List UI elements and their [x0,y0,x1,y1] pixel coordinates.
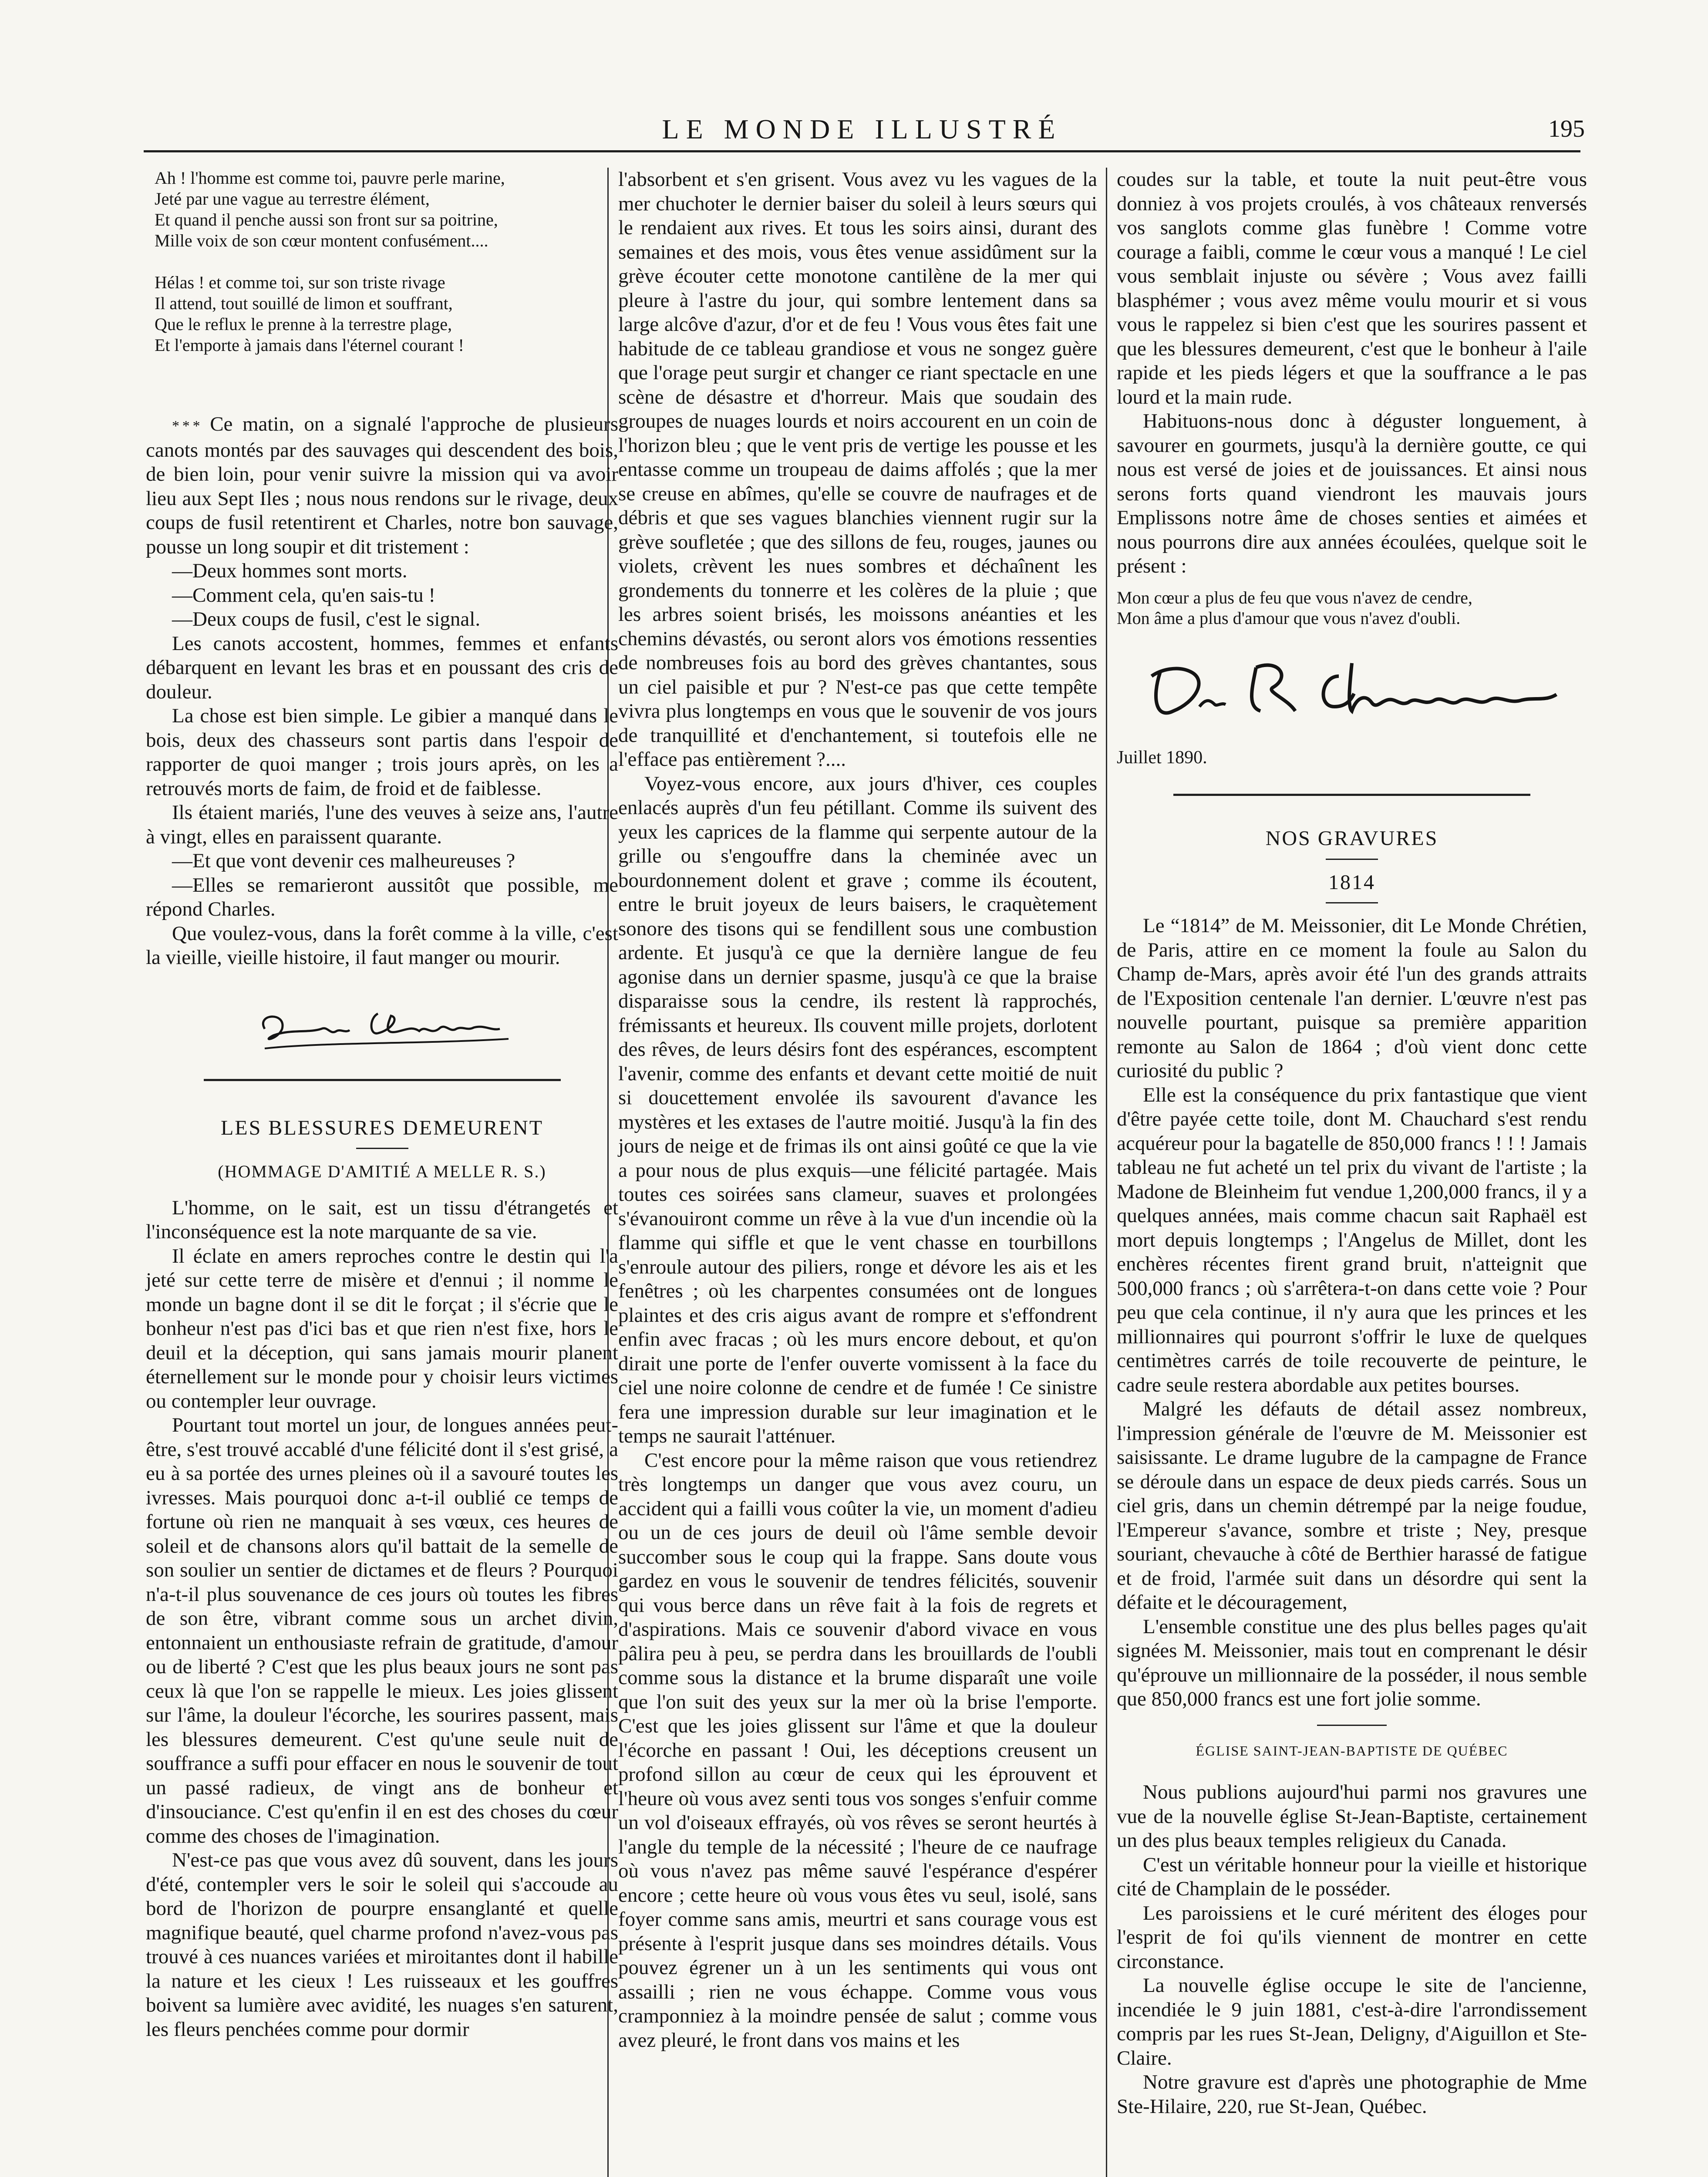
separator-rule [204,1079,561,1081]
title-rule [1326,902,1378,903]
poem-stanza-1 [155,168,618,251]
article-paragraph: Habituons-nous donc à déguster longuement, à savourer en gourmets, jusqu'à la dernière goutte, ce qui nous est versé de joies et de jouissances. Et ainsi nous serons forts quand viendront les mauvais jours Emplissons notre âme de choses senties et aimées et nous pourrons dire aux années écoulées, quelque soit le présent : [1117,410,1587,577]
article-paragraph: Pourtant tout mortel un jour, de longues années peut-être, s'est trouvé accablé d'une félicité dont il s'est grisé, a eu à sa portée des urnes pleines où il a savouré toutes les ivresses. Mais pourquoi donc a-t-il oublié ce temps de fortune où rien ne manquait à ses vœux, ces heures de soleil et de chansons alors qu'il battait de la semelle de son soulier un sentier de dictames et de fleurs ? Pourquoi n'a-t-il plus souvenance de ces jours où toutes les fibres de son être, vibrant comme sous un archet divin, entonnaient un enthousiaste refrain de gratitude, d'amour ou de liberté ? C'est que les plus beaux jours ne sont pas ceux là que l'on se rappelle le mieux. Les joies glissent sur l'âme, la douleur l'écorche, les sourires passent, mais les blessures demeurent. C'est qu'une seule nuit de souffrance a suffi pour effacer en nous le souvenir de tout un passé radieux, de vingt ans de bonheur et d'insouciance. C'est qu'enfin il en est des choses du cœur comme des choses de l'imagination. [146,1414,618,1847]
page-header [144,109,1585,157]
poem-line: Que le reflux le prenne à la terrestre plage, [155,314,452,334]
article-paragraph: Les paroissiens et le curé méritent des éloges pour l'esprit de foi qu'ils viennent de montrer en cette circonstance. [1117,1901,1587,1973]
poem-line: Jeté par une vague au terrestre élément, [155,189,430,209]
poem-line: Et quand il penche aussi son front sur sa poitrine, [155,210,498,229]
title-rule [1326,859,1378,860]
signature-chevrier [1134,646,1570,728]
article-paragraph: Voyez-vous encore, aux jours d'hiver, ces couples enlacés auprès d'un feu pétillant. Comme ils suivent des yeux les caprices de la flamme qui serpente autour de la grille ou s'engouffre dans la cheminée avec un bourdonnement dolent et grave ; comme ils écoutent, entre le bruit joyeux de leurs baisers, le craquètement sonore des tisons qui se fendillent sous une combustion ardente. Et jusqu'à ce que la dernière langue de feu agonise dans un dernier spasme, jusqu'à ce que la braise disparaisse sous la cendre, ils restent là rapprochés, frémissants et heureux. Ils couvent mille projets, dorlotent des rêves, de leurs désirs font des espérances, escomptent l'avenir, comme des enfants et devant cette moitié de nuit si doucettement envolée ils savourent d'avance les mystères et les extases de l'autre moitié. Jusqu'à la fin des jours de neige et de frimas ils ont ainsi goûté ce que la vie a pour nous de plus exquis—une félicité partagée. Mais toutes ces soirées sans clameur, suaves et prolongées s'évanouiront comme un rêve à la vue d'un incendie où la flamme qui siffle et que le vent chasse en tourbillons s'enroule autour des piliers, ronge et dévore les ais et les fenêtres ; où les charpentes consumées ont de longues plaintes et des cris aigus avant de rompre et s'effondrent enfin avec fracas ; où les murs encore debout, et qu'on dirait une porte de l'enfer ouverte vomissent à la face du ciel une noire colonne de cendre et de fumée ! Ce sinistre fera une impression durable sur leur imagination et le temps ne saurait l'atténuer. [618,772,1097,1447]
paragraph-text: Ce matin, on a signalé l'approche de plusieurs canots montés par des sauvages qui descendent des bois, de bien loin, pour venir suivre la mission qui va avoir lieu aux Sept Iles ; nous nous rendons sur le rivage, deux coups de fusil retentirent et Charles, notre bon sauvage, pousse un long soupir et dit tristement : [146,413,618,558]
dialogue-line: —Deux hommes sont morts. [172,559,408,582]
article-paragraph: L'ensemble constitue une des plus belles pages qu'ait signées M. Meissonier, mais tout en comprenant le désir qu'éprouve un millionnaire de la posséder, il nous semble que 850,000 francs est une fort jolie somme. [1117,1615,1587,1710]
story-paragraph [146,412,618,559]
asterism: * * * [172,418,200,434]
story-paragraph: Que voulez-vous, dans la forêt comme à la ville, c'est la vieille, vieille histoire, il faut manger ou mourir. [146,922,618,969]
article-paragraph: L'homme, on le sait, est un tissu d'étrangetés et l'inconséquence est la note marquante de sa vie. [146,1196,618,1243]
column-2 [618,168,1097,2177]
quote-line: Mon cœur a plus de feu que vous n'avez de cendre, [1117,587,1472,607]
story-paragraph: Ils étaient mariés, l'une des veuves à seize ans, l'autre à vingt, elles en paraissent quarante. [146,801,618,848]
article-paragraph: La nouvelle église occupe le site de l'ancienne, incendiée le 9 juin 1881, c'est-à-dire l'arrondissement compris par les rues St-Jean, Deligny, d'Aiguillon et Ste-Claire. [1117,1974,1587,2069]
article-paragraph: Elle est la conséquence du prix fantastique que vient d'être payée cette toile, dont M. Chauchard s'est rendu acquéreur pour la bagatelle de 850,000 francs ! ! ! Jamais tableau ne fut acheté un tel prix du vivant de l'artiste ; la Madone de Bleinheim fut vendue 1,200,000 francs, il y a quelques années, mais comme chacun sait Raphaël est mort depuis longtemps ; l'Angelus de Millet, dont les enchères récentes firent grand bruit, n'atteignit que 500,000 francs ; où s'arrêtera-t-on dans cette voie ? Pour peu que cela continue, il n'y aura que les princes et les millionnaires qui pourront s'offrir le luxe de quelques centimètres carrés de toile recouverte de peinture, le cadre seule restera abordable aux petites bourses. [1117,1083,1587,1396]
verse-quote [1117,587,1587,628]
column-divider [1106,168,1107,2177]
article-date: Juillet 1890. [1117,747,1207,768]
separator-rule [1173,794,1530,796]
article-paragraph: Le “1814” de M. Meissonier, dit Le Monde Chrétien, de Paris, attire en ce moment la foule au Salon du Champ de-Mars, après avoir été l'un des grands attraits de l'Exposition centenale l'an dernier. L'œuvre n'est pas nouvelle pourtant, puisque sa première apparition remonte au Salon de 1864 ; d'où vient donc cette curiosité du public ? [1117,914,1587,1082]
poem-line: Il attend, tout souillé de limon et souffrant, [155,293,453,313]
poem-line: Hélas ! et comme toi, sur son triste rivage [155,273,445,292]
article-subtitle: (HOMMAGE D'AMITIÉ A MELLE R. S.) [218,1162,546,1181]
title-rule [356,1148,408,1149]
article-paragraph: l'absorbent et s'en grisent. Vous avez vu les vagues de la mer chuchoter le dernier baiser du soleil à leurs sœurs qui le rendaient aux rives. Et tous les soirs ainsi, durant des semaines et des mois, vous êtes venue assidûment sur la grève écouter cette monotone cantilène de la mer qui pleure à l'astre du jour, qui sombre lentement dans sa large alcôve d'azur, d'or et de feu ! Vous vous êtes fait une habitude de ce tableau grandiose et vous ne songez guère que l'orage peut surgir et changer ce riant spectacle en une scène de désastre et d'horreur. Mais que soudain des groupes de nuages lourds et noirs accourent en un coin de l'horizon bleu ; que le vent pris de vertige les pousse et les entasse comme un troupeau de daims affolés ; que la mer se creuse en abîmes, qu'elle se couvre de naufrages et de débris et que ses vagues blanchies viennent rugir sur la grève soufletée ; que des sillons de feu, rouges, jaunes ou violets, crèvent les nues sombres et déchaînent les grondements du tonnerre et les colères de la pluie ; que les arbres soient brisés, les moissons anéanties et les chemins dévastés, ou seront alors vos émotions ressenties de nombreuses fois au bord des grèves chantantes, sous un ciel paisible et pur ? N'est-ce pas que cette tempête vivra plus longtemps en vous que le souvenir de vos jours de tranquillité et d'enchantement, si toutefois elle ne l'efface pas entièrement ?.... [618,168,1097,771]
article-paragraph: Nous publions aujourd'hui parmi nos gravures une vue de la nouvelle église St-Jean-Baptiste, certainement un des plus beaux temples religieux du Canada. [1117,1781,1587,1852]
article-paragraph: C'est un véritable honneur pour la vieille et historique cité de Champlain de le posséder. [1117,1853,1587,1900]
article-paragraph: C'est encore pour la même raison que vous retiendrez très longtemps un danger que vous avez couru, un accident qui a failli vous coûter la vie, un moment d'adieu ou un de ces jours de deuil où l'âme semble devoir succomber sous le coup qui la frappe. Sans doute vous gardez en vous le souvenir de tendres félicités, souvenir qui vous berce dans un rêve fait à la fois de regrets et d'aspirations. Mais ce souvenir d'abord vivace en vous pâlira peu à peu, se perdra dans les brouillards de l'oubli comme sous la distance et la brume disparaît une voile que l'on suit des yeux sur la mer où la brise l'emporte. C'est que les joies glissent sur l'âme et que la douleur l'écorche en passant ! Oui, les déceptions creusent un profond sillon au cœur de ceux qui les éprouvent et l'heure où vous avez senti tous vos songes s'enfuir comme un vol d'oiseaux effrayés, où vos rêves se seront heurtés à l'angle du temple de la nécessité ; l'heure de ce naufrage où vous n'avez pas même sauvé l'espérance d'espérer encore ; cette heure où vous vous êtes vu seul, isolé, sans foyer comme sans amis, meurtri et sans courage vous est présente à l'esprit jusque dans ses moindres détails. Vous pouvez égrener un à un les sentiments qui vous ont assailli ; rien ne vous échappe. Comme vous vous cramponniez à la moindre pensée de salut ; comme vous avez pleuré, le front dans vos mains et les [618,1449,1097,2052]
poem-line: Ah ! l'homme est comme toi, pauvre perle marine, [155,168,505,188]
section-title-nos-gravures: NOS GRAVURES [1265,827,1438,850]
story-paragraph: —Elles se remarieront aussitôt que possible, me répond Charles. [146,873,618,920]
quote-line: Mon âme a plus d'amour que vous n'avez d'oubli. [1117,608,1461,628]
article-paragraph: coudes sur la table, et toute la nuit peut-être vous donniez à vos projets croulés, à vos châteaux renversés vos sanglots comme glas funèbre ! Comme votre courage a faibli, comme le cœur vous a manqué ! Le ciel vous semblait injuste ou sévère ; Vous avez failli blasphémer ; vous avez même voulu mourir et si vous vous le rappelez si bien c'est que les sourires passent et que les blessures demeurent, c'est que le bonheur à l'aile rapide et les pieds légers et que la souffrance a le pas lourd et la main rude. [1117,168,1587,408]
header-rule [144,150,1580,152]
subsection-title-eglise: ÉGLISE SAINT-JEAN-BAPTISTE DE QUÉBEC [1196,1742,1508,1759]
dialogue-line: —Deux coups de fusil, c'est le signal. [172,608,481,630]
article-paragraph: Malgré les défauts de détail assez nombreux, l'impression générale de l'œuvre de M. Meissonier est saisissante. Le drame lugubre de la campagne de France se déroule dans un espace de deux pieds carrés. Sous un ciel gris, dans un chemin détrempé par la neige foudue, l'Empereur s'avance, sombre et triste ; Ney, presque souriant, chevauche à côté de Berthier harassé de fatigue et de froid, l'armée suit dans un désordre qui sent la défaite et le découragement, [1117,1398,1587,1614]
masthead-title: LE MONDE ILLUSTRÉ [662,114,1062,145]
separator-rule [1317,1725,1387,1726]
poem-line: Et l'emporte à jamais dans l'éternel courant ! [155,335,464,355]
poem-stanza-2 [155,272,618,356]
article-title: LES BLESSURES DEMEURENT [220,1116,544,1139]
article-paragraph: N'est-ce pas que vous avez dû souvent, dans les jours d'été, contempler vers le soir le soleil qui s'accoude au bord de l'horizon de pourpre ensanglanté et quelle magnifique beauté, quel charme profond n'avez-vous pas trouvé à ces nuances variées et miroitantes dont il habille la nature et les cieux ! Les ruisseaux et les gouffres boivent sa lumière avec avidité, les nuages s'en saturent, les fleurs penchées comme pour dormir [146,1849,618,2041]
signature-ledieu [247,987,517,1062]
story-paragraph: —Et que vont devenir ces malheureuses ? [172,849,515,872]
subsection-title-1814: 1814 [1328,870,1375,894]
story-paragraph: Les canots accostent, hommes, femmes et enfants débarquent en levant les bras et en poussant des cris de douleur. [146,632,618,703]
column-3 [1117,168,1587,2177]
column-1 [146,168,618,2177]
article-paragraph: Notre gravure est d'après une photographie de Mme Ste-Hilaire, 220, rue St-Jean, Québec. [1117,2071,1587,2118]
poem-line: Mille voix de son cœur montent confusément.... [155,231,488,250]
page-number: 195 [1548,115,1585,142]
dialogue-line: —Comment cela, qu'en sais-tu ! [172,583,435,607]
article-paragraph: Il éclate en amers reproches contre le destin qui l'a jeté sur cette terre de misère et d'ennui ; il nomme le monde un bagne dont il se dit le forçat ; il s'écrie que le bonheur n'est pas d'ici bas et que rien n'est fixe, hors le deuil et la déception, qui sans jamais mourir planent éternellement sur le monde pour y choisir leurs victimes ou contempler leur ouvrage. [146,1244,618,1412]
story-paragraph: La chose est bien simple. Le gibier a manqué dans le bois, deux des chasseurs sont partis dans l'espoir de rapporter de quoi manger ; trois jours après, on les a retrouvés morts de faim, de froid et de faiblesse. [146,704,618,800]
